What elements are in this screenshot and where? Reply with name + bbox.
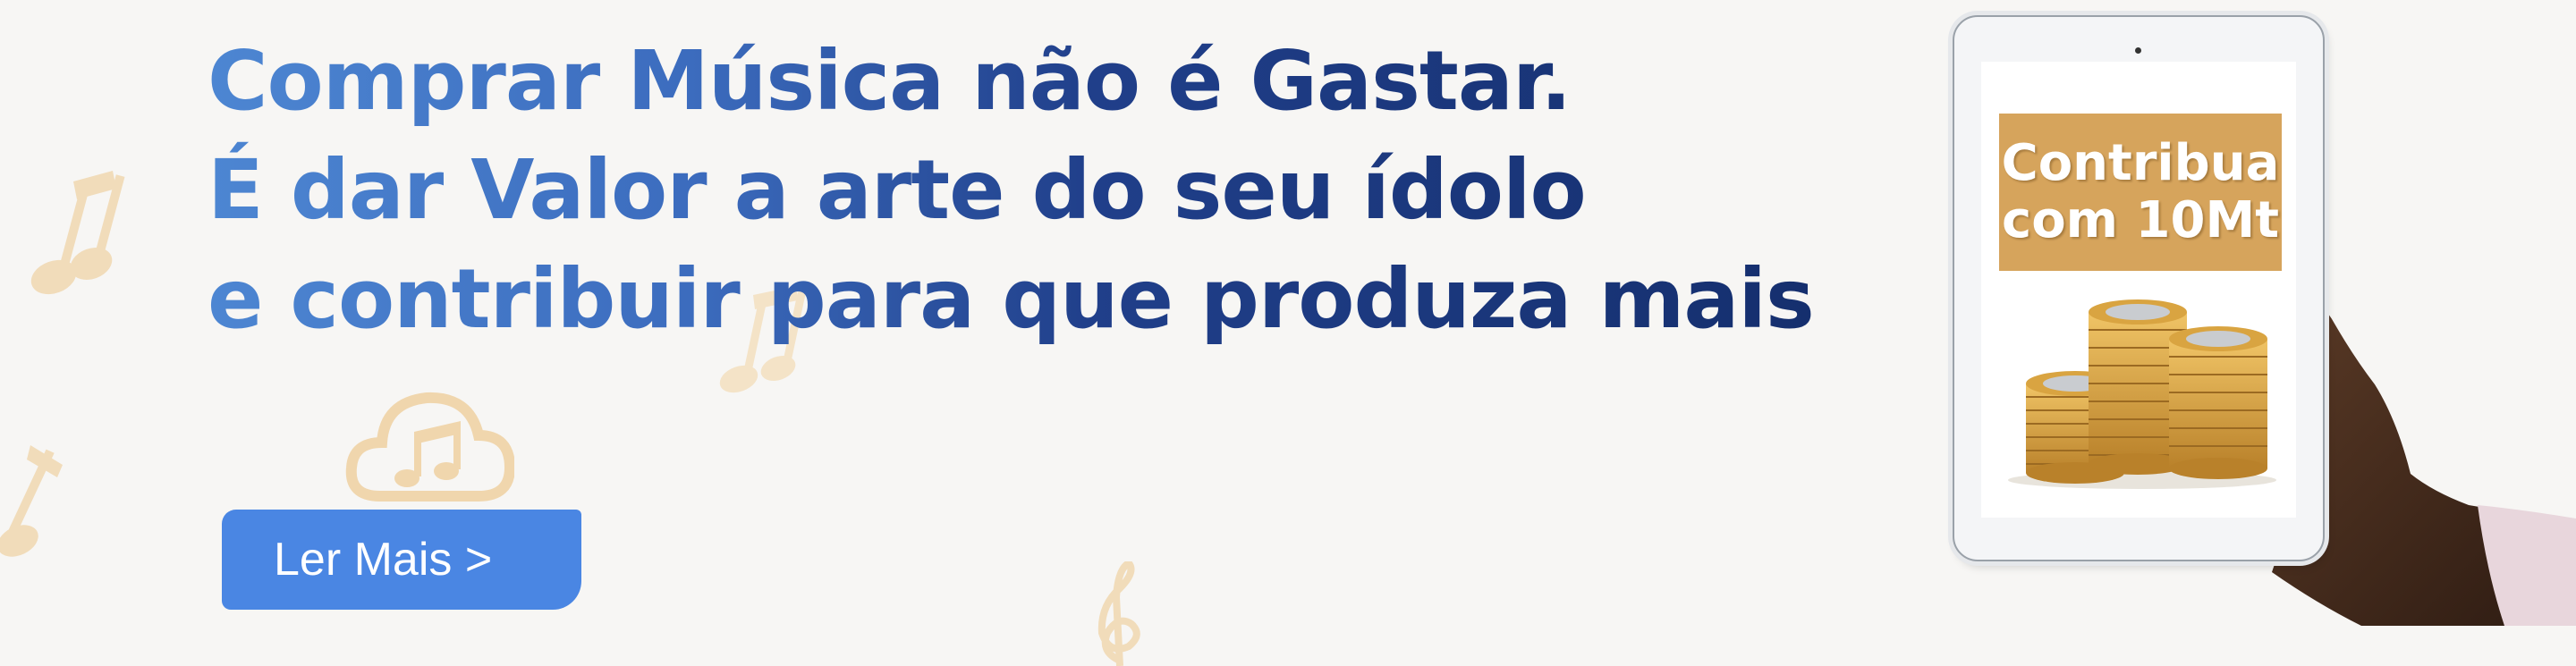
badge-line-1: Contribua	[2001, 134, 2280, 192]
badge-line-2: com 10Mt	[2002, 191, 2279, 249]
headline-line-1: Comprar Música não é Gastar.	[208, 33, 1572, 129]
tablet-screen	[1981, 62, 2296, 518]
music-note-icon	[0, 438, 80, 581]
contribute-badge	[1999, 114, 2282, 271]
headline	[208, 27, 1814, 354]
treble-clef-icon	[1064, 561, 1172, 666]
music-cloud-icon	[344, 380, 514, 510]
coin-stack-image	[2004, 285, 2281, 491]
headline-line-2: É dar Valor a arte do seu ídolo	[208, 142, 1586, 238]
tablet-camera	[2135, 47, 2141, 54]
read-more-button[interactable]: Ler Mais >	[222, 510, 581, 610]
headline-line-3: e contribuir para que produza mais	[208, 251, 1814, 347]
tablet-device	[1953, 15, 2325, 561]
music-note-icon	[18, 165, 139, 308]
